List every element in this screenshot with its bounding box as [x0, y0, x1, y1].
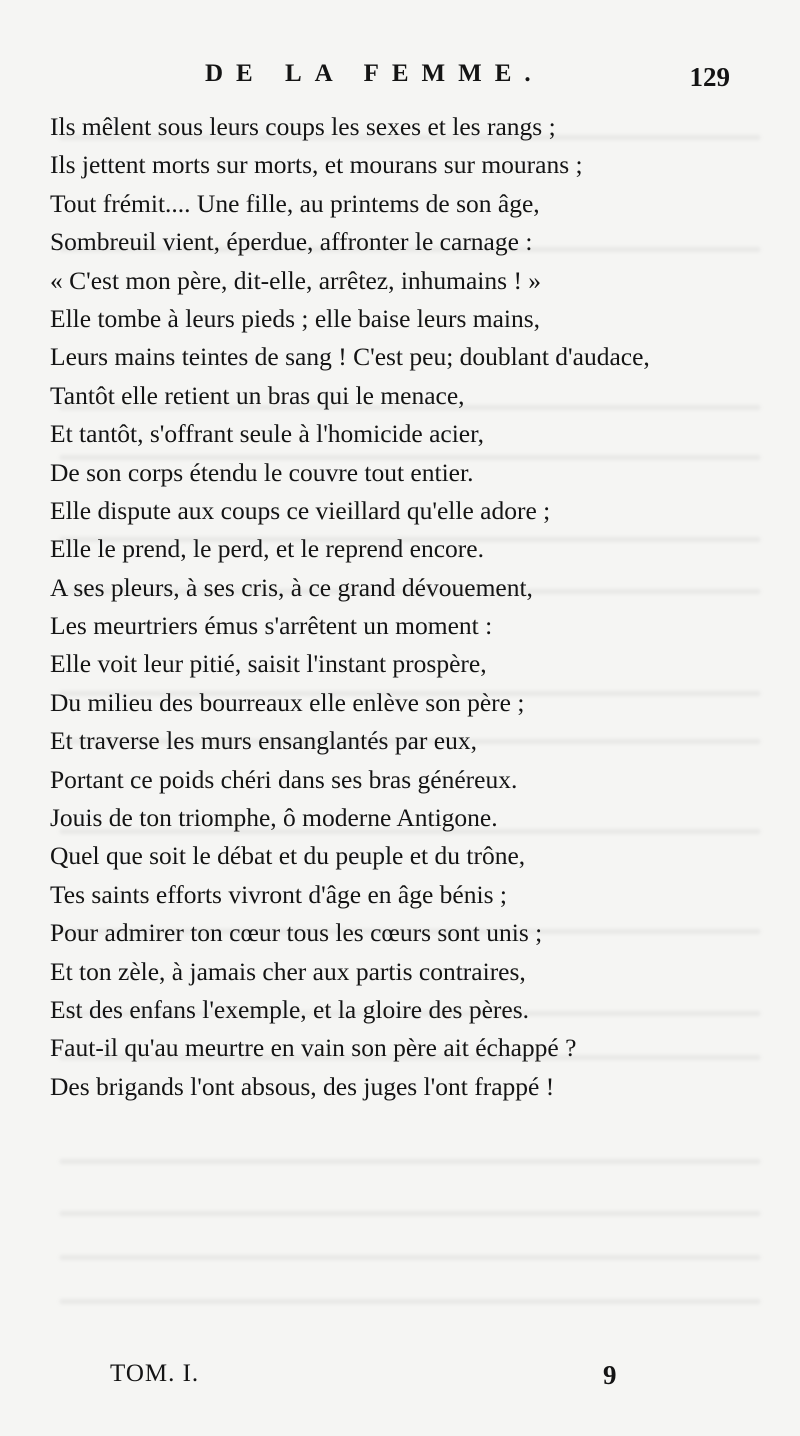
verse-line: Elle voit leur pitié, saisit l'instant prospère,	[50, 649, 487, 679]
page-footer	[0, 1360, 800, 1400]
verse-line: A ses pleurs, à ses cris, à ce grand dévouement,	[50, 572, 533, 602]
verse-line: Des brigands l'ont absous, des juges l'ont frappé !	[50, 1071, 555, 1101]
page-header	[0, 60, 800, 100]
volume-label: TOM. I.	[110, 1360, 200, 1387]
verse-line: Et traverse les murs ensanglantés par eux,	[50, 726, 477, 756]
verse-line: Quel que soit le débat et du peuple et du trône,	[50, 841, 526, 871]
verse-line: Et tantôt, s'offrant seule à l'homicide acier,	[50, 419, 484, 449]
verse-line: Tes saints efforts vivront d'âge en âge bénis ;	[50, 879, 507, 909]
running-title: DE LA FEMME.	[205, 60, 544, 87]
verse-line: Ils jettent morts sur morts, et mourans sur mourans ;	[50, 150, 583, 180]
verse-line: Faut-il qu'au meurtre en vain son père ait échappé ?	[50, 1033, 577, 1063]
verse-line: De son corps étendu le couvre tout entier.	[50, 457, 474, 487]
verse-line: Elle tombe à leurs pieds ; elle baise leurs mains,	[50, 303, 541, 333]
verse-line: Leurs mains teintes de sang ! C'est peu; doublant d'audace,	[50, 342, 650, 372]
verse-line: Portant ce poids chéri dans ses bras généreux.	[50, 764, 518, 794]
verse-line: Et ton zèle, à jamais cher aux partis contraires,	[50, 956, 526, 986]
verse-line: Sombreuil vient, éperdue, affronter le carnage :	[50, 227, 533, 257]
verse-line: Tout frémit.... Une fille, au printems de son âge,	[50, 188, 540, 218]
verse-line: Jouis de ton triomphe, ô moderne Antigone.	[50, 803, 498, 833]
verse-line: Elle dispute aux coups ce vieillard qu'elle adore ;	[50, 495, 551, 525]
verse-line: « C'est mon père, dit-elle, arrêtez, inhumains ! »	[50, 265, 542, 295]
verse-line: Tantôt elle retient un bras qui le menace,	[50, 380, 465, 410]
verse-line: Elle le prend, le perd, et le reprend encore.	[50, 534, 484, 564]
poem-text	[50, 108, 740, 1106]
signature-mark: 9	[603, 1360, 617, 1390]
verse-line: Ils mêlent sous leurs coups les sexes et les rangs ;	[50, 112, 556, 141]
page-number: 129	[689, 62, 730, 92]
verse-line: Est des enfans l'exemple, et la gloire des pères.	[50, 994, 530, 1024]
verse-line: Les meurtriers émus s'arrêtent un moment :	[50, 611, 493, 641]
verse-line: Pour admirer ton cœur tous les cœurs sont unis ;	[50, 918, 543, 948]
verse-line: Du milieu des bourreaux elle enlève son père ;	[50, 687, 525, 717]
